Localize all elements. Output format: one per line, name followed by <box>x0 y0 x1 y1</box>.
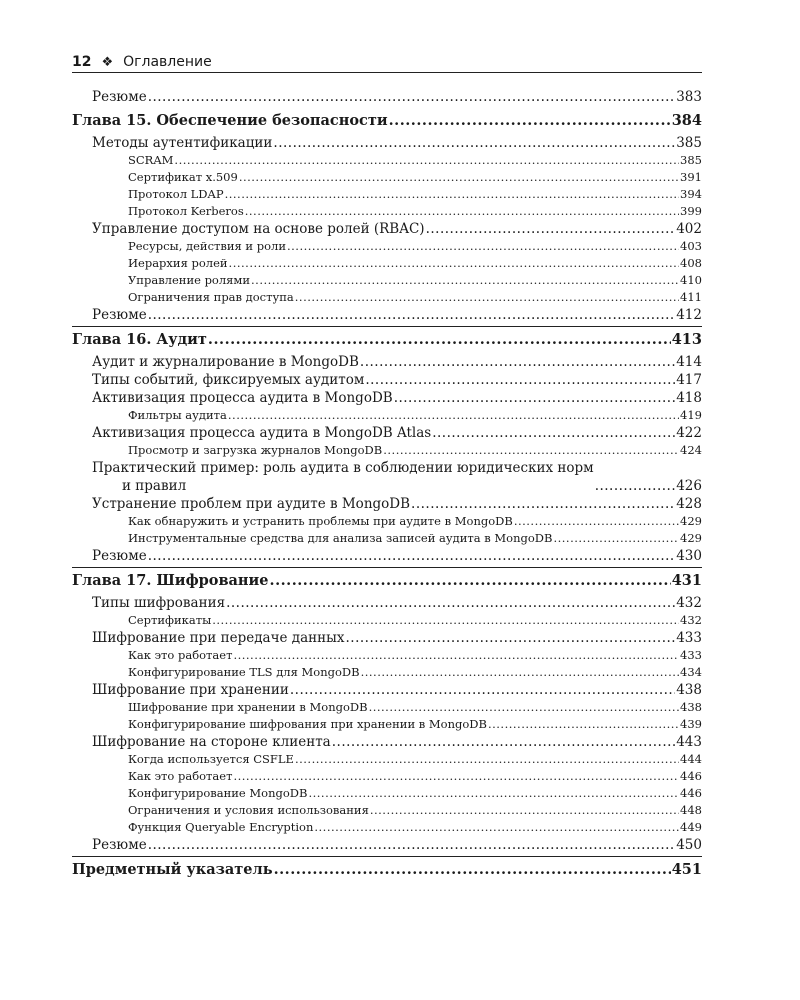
toc-page-number: 438 <box>680 700 702 714</box>
dot-leader <box>233 647 679 664</box>
toc-entry-title: Ограничения и условия использования <box>128 803 369 817</box>
toc-subsection-entry <box>72 152 702 169</box>
toc-subsection-entry <box>72 203 702 220</box>
toc-entry-title: Практический пример: роль аудита в соблюдении юридических норм и правил <box>92 460 594 494</box>
toc-page-number: 414 <box>676 354 702 370</box>
toc-section-entry <box>72 681 702 699</box>
toc-page-number: 408 <box>680 256 702 270</box>
toc-page-number: 432 <box>676 595 702 611</box>
toc-subsection-entry <box>72 819 702 836</box>
toc-subsection-entry <box>72 716 702 733</box>
toc-entry-title: Просмотр и загрузка журналов MongoDB <box>128 443 383 457</box>
toc-page-number: 383 <box>676 89 702 105</box>
running-title: Оглавление <box>123 54 212 70</box>
dot-leader <box>553 530 679 547</box>
toc-entry-title: Глава 17. Шифрование <box>72 572 269 589</box>
dot-leader <box>212 612 679 629</box>
toc-page-number: 433 <box>676 630 702 646</box>
toc-entry-title: Управление ролями <box>128 273 251 287</box>
dot-leader <box>226 594 675 612</box>
toc-entry-title: Глава 16. Аудит <box>72 331 207 348</box>
dot-leader <box>287 238 679 255</box>
dot-leader <box>270 568 671 594</box>
dot-leader <box>308 785 679 802</box>
toc-subsection-entry <box>72 647 702 664</box>
toc-page-number: 433 <box>680 648 702 662</box>
toc-entry-title: Методы аутентификации <box>92 135 273 151</box>
toc-entry-title: Активизация процесса аудита в MongoDB Atlas <box>92 425 432 441</box>
toc-entry-title: Аудит и журналирование в MongoDB <box>92 354 359 370</box>
toc-page-number: 428 <box>676 496 702 512</box>
toc-entry-title: Шифрование на стороне клиента <box>92 734 331 750</box>
dot-leader <box>273 134 675 152</box>
toc-page-number: 431 <box>671 572 702 589</box>
toc-entry-title: Как это работает <box>128 648 233 662</box>
dot-leader <box>394 389 676 407</box>
toc-section-entry <box>72 459 702 495</box>
toc-section-entry <box>72 495 702 513</box>
toc-entry-title: Шифрование при хранении <box>92 682 289 698</box>
table-of-contents <box>72 88 702 883</box>
toc-entry-title: Как это работает <box>128 769 233 783</box>
toc-subsection-entry <box>72 751 702 768</box>
toc-page-number: 446 <box>680 786 702 800</box>
toc-entry-title: Инструментальные средства для анализа записей аудита в MongoDB <box>128 531 553 545</box>
toc-entry-title: Как обнаружить и устранить проблемы при аудите в MongoDB <box>128 514 513 528</box>
toc-section-entry <box>72 371 702 389</box>
toc-section-entry <box>72 134 702 152</box>
toc-subsection-entry <box>72 664 702 681</box>
dot-leader <box>360 353 675 371</box>
dot-leader <box>290 681 675 699</box>
toc-page-number: 432 <box>680 613 702 627</box>
toc-page-number: 419 <box>680 408 702 422</box>
toc-entry-title: Протокол Kerberos <box>128 204 244 218</box>
dot-leader <box>148 547 676 565</box>
toc-entry-title: Глава 15. Обеспечение безопасности <box>72 112 388 129</box>
toc-entry-title: Резюме <box>92 837 147 853</box>
dot-leader <box>426 220 676 238</box>
toc-page-number: 403 <box>680 239 702 253</box>
dot-leader <box>432 424 675 442</box>
toc-entry-title: Шифрование при хранении в MongoDB <box>128 700 368 714</box>
toc-section-entry <box>72 353 702 371</box>
toc-entry-title: Типы шифрования <box>92 595 226 611</box>
dot-leader <box>174 152 679 169</box>
dot-leader <box>389 108 671 134</box>
toc-entry-title: Устранение проблем при аудите в MongoDB <box>92 496 411 512</box>
toc-entry-title: Когда используется CSFLE <box>128 752 294 766</box>
dot-leader <box>208 327 671 353</box>
toc-page-number: 385 <box>680 153 702 167</box>
toc-page-number: 438 <box>676 682 702 698</box>
dot-leader <box>245 203 679 220</box>
page-number: 12 <box>72 54 92 70</box>
toc-subsection-entry <box>72 407 702 424</box>
toc-entry-title: SCRAM <box>128 153 174 167</box>
dot-leader <box>383 442 679 459</box>
toc-chapter-entry <box>72 326 702 353</box>
toc-section-entry <box>72 220 702 238</box>
toc-entry-title: Протокол LDAP <box>128 187 224 201</box>
toc-page-number: 451 <box>671 861 702 878</box>
toc-entry-title: Резюме <box>92 548 147 564</box>
toc-page-number: 449 <box>680 820 702 834</box>
toc-section-entry <box>72 733 702 751</box>
toc-page-number: 391 <box>680 170 702 184</box>
toc-entry-title: Ограничения прав доступа <box>128 290 294 304</box>
toc-subsection-entry <box>72 255 702 272</box>
dot-leader <box>370 802 679 819</box>
dot-leader <box>148 88 676 106</box>
dot-leader <box>148 836 676 854</box>
toc-page-number: 385 <box>676 135 702 151</box>
toc-section-entry <box>72 88 702 106</box>
toc-page-number: 448 <box>680 803 702 817</box>
toc-entry-title: Конфигурирование TLS для MongoDB <box>128 665 360 679</box>
toc-section-entry <box>72 836 702 854</box>
toc-subsection-entry <box>72 785 702 802</box>
toc-section-entry <box>72 389 702 407</box>
dot-leader <box>274 857 671 883</box>
toc-page-number: 422 <box>676 425 702 441</box>
toc-entry-title: Предметный указатель <box>72 861 273 878</box>
toc-page-number: 434 <box>680 665 702 679</box>
dot-leader <box>369 699 679 716</box>
dot-leader <box>346 629 676 647</box>
toc-page-number: 394 <box>680 187 702 201</box>
toc-chapter-entry <box>72 567 702 594</box>
toc-entry-title: Активизация процесса аудита в MongoDB <box>92 390 393 406</box>
toc-entry-title: Типы событий, фиксируемых аудитом <box>92 372 365 388</box>
toc-entry-title: Сертификат x.509 <box>128 170 238 184</box>
toc-entry-title: Иерархия ролей <box>128 256 228 270</box>
toc-subsection-entry <box>72 169 702 186</box>
toc-page-number: 402 <box>676 221 702 237</box>
toc-page-number: 426 <box>676 478 702 494</box>
toc-subsection-entry <box>72 612 702 629</box>
toc-subsection-entry <box>72 768 702 785</box>
toc-chapter-entry <box>72 856 702 883</box>
toc-page-number: 439 <box>680 717 702 731</box>
toc-entry-title-continued: и правил <box>122 478 187 494</box>
dot-leader <box>314 819 679 836</box>
dot-leader <box>514 513 679 530</box>
toc-subsection-entry <box>72 272 702 289</box>
toc-entry-title: Резюме <box>92 307 147 323</box>
toc-entry-title: Конфигурирование шифрования при хранении в MongoDB <box>128 717 487 731</box>
dot-leader <box>228 407 679 424</box>
toc-page-number: 429 <box>680 531 702 545</box>
toc-subsection-entry <box>72 802 702 819</box>
dot-leader <box>225 186 679 203</box>
toc-page-number: 410 <box>680 273 702 287</box>
toc-page-number: 384 <box>671 112 702 129</box>
toc-entry-title: Ресурсы, действия и роли <box>128 239 286 253</box>
toc-page-number: 429 <box>680 514 702 528</box>
dot-leader <box>361 664 679 681</box>
dot-leader <box>595 477 676 495</box>
toc-subsection-entry <box>72 289 702 306</box>
toc-subsection-entry <box>72 513 702 530</box>
dot-leader <box>295 751 679 768</box>
toc-chapter-entry <box>72 108 702 134</box>
toc-page-number: 424 <box>680 443 702 457</box>
toc-subsection-entry <box>72 238 702 255</box>
toc-entry-title: Функция Queryable Encryption <box>128 820 314 834</box>
dot-leader <box>239 169 679 186</box>
toc-section-entry <box>72 594 702 612</box>
running-header <box>72 50 702 73</box>
toc-page-number: 418 <box>676 390 702 406</box>
toc-page-number: 411 <box>680 290 702 304</box>
toc-page-number: 450 <box>676 837 702 853</box>
toc-page-number: 417 <box>676 372 702 388</box>
toc-page-number: 399 <box>680 204 702 218</box>
dot-leader <box>251 272 679 289</box>
toc-page-number: 413 <box>671 331 702 348</box>
toc-subsection-entry <box>72 442 702 459</box>
toc-entry-title: Конфигурирование MongoDB <box>128 786 308 800</box>
toc-entry-title: Фильтры аудита <box>128 408 227 422</box>
dot-leader <box>365 371 675 389</box>
toc-section-entry <box>72 629 702 647</box>
dot-leader <box>488 716 679 733</box>
dot-leader <box>332 733 675 751</box>
toc-subsection-entry <box>72 530 702 547</box>
dot-leader <box>148 306 676 324</box>
toc-entry-title: Управление доступом на основе ролей (RBAC) <box>92 221 425 237</box>
toc-section-entry <box>72 547 702 565</box>
dot-leader <box>229 255 680 272</box>
toc-page-number: 443 <box>676 734 702 750</box>
toc-entry-title: Резюме <box>92 89 147 105</box>
toc-page-number: 430 <box>676 548 702 564</box>
toc-page-number: 444 <box>680 752 702 766</box>
dot-leader <box>411 495 675 513</box>
toc-entry-title: Шифрование при передаче данных <box>92 630 345 646</box>
dot-leader <box>295 289 679 306</box>
diamond-separator-icon: ❖ <box>101 55 114 70</box>
toc-page-number: 446 <box>680 769 702 783</box>
toc-entry-title: Сертификаты <box>128 613 212 627</box>
toc-page-number: 412 <box>676 307 702 323</box>
toc-subsection-entry <box>72 186 702 203</box>
toc-section-entry <box>72 306 702 324</box>
dot-leader <box>233 768 679 785</box>
toc-section-entry <box>72 424 702 442</box>
toc-subsection-entry <box>72 699 702 716</box>
